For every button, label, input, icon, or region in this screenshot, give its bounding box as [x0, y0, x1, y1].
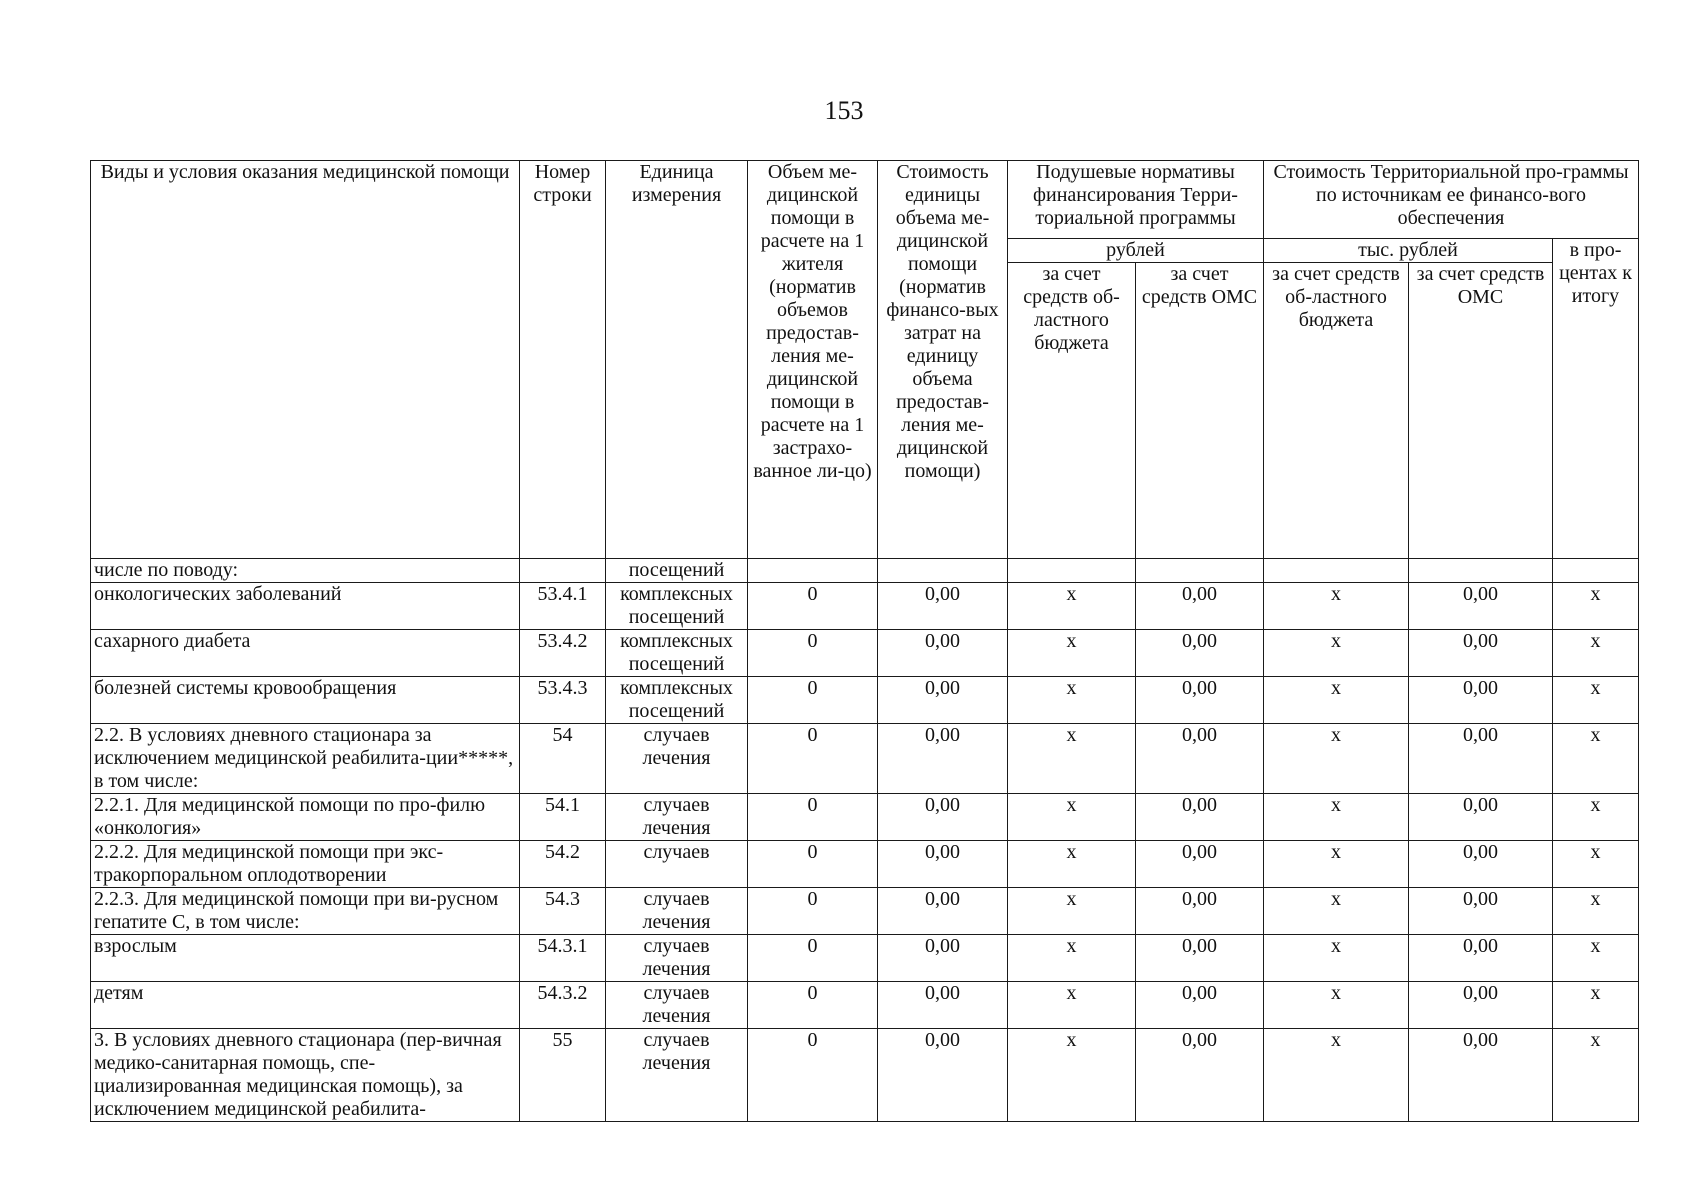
cell-total-budget: х: [1264, 888, 1409, 935]
cell-kind: 2.2.3. Для медицинской помощи при ви-русном гепатите С, в том числе:: [91, 888, 520, 935]
cell-cost: 0,00: [878, 935, 1008, 982]
cell-row-number: 53.4.1: [520, 583, 606, 630]
cell-total-oms: 0,00: [1409, 888, 1553, 935]
cell-cost: 0,00: [878, 724, 1008, 794]
cell-total-budget: [1264, 559, 1409, 583]
cell-unit: посещений: [606, 559, 748, 583]
cell-total-oms: 0,00: [1409, 630, 1553, 677]
cell-kind: взрослым: [91, 935, 520, 982]
cell-per-capita-budget: х: [1008, 677, 1136, 724]
cell-total-budget: х: [1264, 935, 1409, 982]
cell-total-oms: [1409, 559, 1553, 583]
cell-total-budget: х: [1264, 982, 1409, 1029]
cell-percent: х: [1553, 677, 1639, 724]
cell-volume: 0: [748, 888, 878, 935]
header-per-capita-group: Подушевые нормативы финансирования Терри-ториальной программы: [1008, 161, 1264, 239]
cell-row-number: 54.3.1: [520, 935, 606, 982]
cell-cost: 0,00: [878, 1029, 1008, 1122]
cell-per-capita-budget: х: [1008, 888, 1136, 935]
cell-total-oms: 0,00: [1409, 724, 1553, 794]
cell-per-capita-oms: 0,00: [1136, 724, 1264, 794]
cell-unit: случаев лечения: [606, 1029, 748, 1122]
table-row: [91, 841, 1639, 888]
cell-per-capita-oms: 0,00: [1136, 888, 1264, 935]
cell-kind: числе по поводу:: [91, 559, 520, 583]
cell-kind: 2.2.2. Для медицинской помощи при экс-тракорпоральном оплодотворении: [91, 841, 520, 888]
cell-row-number: 55: [520, 1029, 606, 1122]
header-total-budget: за счет средств об-ластного бюджета: [1264, 263, 1409, 559]
cell-unit: случаев лечения: [606, 724, 748, 794]
cell-total-oms: 0,00: [1409, 935, 1553, 982]
cell-row-number: 54.3.2: [520, 982, 606, 1029]
cell-kind: 3. В условиях дневного стационара (пер-вичная медико-санитарная помощь, спе-циализированная медицинская помощь), за исключением медицинской реабилита-: [91, 1029, 520, 1122]
cell-row-number: 53.4.2: [520, 630, 606, 677]
cell-kind: онкологических заболеваний: [91, 583, 520, 630]
cell-unit: комплексных посещений: [606, 677, 748, 724]
cell-per-capita-budget: х: [1008, 794, 1136, 841]
table-row: [91, 559, 1639, 583]
cell-volume: 0: [748, 982, 878, 1029]
table-row: [91, 677, 1639, 724]
table-row: [91, 630, 1639, 677]
cell-percent: х: [1553, 841, 1639, 888]
cell-unit: случаев лечения: [606, 982, 748, 1029]
cell-total-oms: 0,00: [1409, 677, 1553, 724]
cell-per-capita-budget: х: [1008, 583, 1136, 630]
cell-total-budget: х: [1264, 794, 1409, 841]
cell-percent: х: [1553, 794, 1639, 841]
cell-cost: 0,00: [878, 583, 1008, 630]
cell-volume: 0: [748, 630, 878, 677]
cell-cost: 0,00: [878, 841, 1008, 888]
table-body: [91, 559, 1639, 1122]
cell-per-capita-budget: х: [1008, 841, 1136, 888]
header-per-capita-budget: за счет средств об-ластного бюджета: [1008, 263, 1136, 559]
header-volume: Объем ме-дицинской помощи в расчете на 1 жителя (норматив объемов предостав-ления ме-дицинской помощи в расчете на 1 застрахо-ванное ли-цо): [748, 161, 878, 559]
cell-cost: 0,00: [878, 982, 1008, 1029]
cell-row-number: 54.1: [520, 794, 606, 841]
table-row: [91, 1029, 1639, 1122]
cell-per-capita-oms: 0,00: [1136, 677, 1264, 724]
header-unit-rubles: рублей: [1008, 239, 1264, 263]
page-number: 153: [824, 96, 864, 125]
cell-total-oms: 0,00: [1409, 794, 1553, 841]
table-row: [91, 888, 1639, 935]
table-row: [91, 724, 1639, 794]
cell-per-capita-budget: [1008, 559, 1136, 583]
cell-volume: 0: [748, 583, 878, 630]
cell-per-capita-budget: х: [1008, 935, 1136, 982]
cell-kind: 2.2. В условиях дневного стационара за исключением медицинской реабилита-ции*****, в том числе:: [91, 724, 520, 794]
cell-unit: комплексных посещений: [606, 583, 748, 630]
cell-per-capita-oms: 0,00: [1136, 630, 1264, 677]
cell-cost: 0,00: [878, 888, 1008, 935]
header-cost: Стоимость единицы объема ме-дицинской помощи (норматив финансо-вых затрат на единицу объема предостав-ления ме-дицинской помощи): [878, 161, 1008, 559]
cell-per-capita-budget: х: [1008, 724, 1136, 794]
cell-row-number: 54.2: [520, 841, 606, 888]
cell-volume: 0: [748, 1029, 878, 1122]
cell-kind: 2.2.1. Для медицинской помощи по про-филю «онкология»: [91, 794, 520, 841]
cell-percent: х: [1553, 982, 1639, 1029]
cell-cost: 0,00: [878, 794, 1008, 841]
cell-kind: детям: [91, 982, 520, 1029]
cell-per-capita-budget: х: [1008, 982, 1136, 1029]
cell-unit: случаев лечения: [606, 935, 748, 982]
cell-total-oms: 0,00: [1409, 841, 1553, 888]
header-percent: в про-центах к итогу: [1553, 239, 1639, 559]
cell-total-oms: 0,00: [1409, 583, 1553, 630]
cell-total-oms: 0,00: [1409, 1029, 1553, 1122]
cell-total-budget: х: [1264, 841, 1409, 888]
cell-unit: комплексных посещений: [606, 630, 748, 677]
header-row-number: Номер строки: [520, 161, 606, 559]
cell-percent: х: [1553, 1029, 1639, 1122]
cell-unit: случаев лечения: [606, 794, 748, 841]
cell-row-number: 54.3: [520, 888, 606, 935]
cell-total-oms: 0,00: [1409, 982, 1553, 1029]
cell-volume: 0: [748, 935, 878, 982]
header-unit: Единица измерения: [606, 161, 748, 559]
table-row: [91, 935, 1639, 982]
cell-percent: х: [1553, 935, 1639, 982]
header-total-oms: за счет средств ОМС: [1409, 263, 1553, 559]
table-row: [91, 794, 1639, 841]
cell-cost: 0,00: [878, 677, 1008, 724]
cell-per-capita-oms: 0,00: [1136, 935, 1264, 982]
header-kind: Виды и условия оказания медицинской помощи: [91, 161, 520, 559]
cell-per-capita-budget: х: [1008, 1029, 1136, 1122]
financing-table: [90, 160, 1639, 1122]
cell-total-budget: х: [1264, 630, 1409, 677]
cell-volume: 0: [748, 677, 878, 724]
cell-per-capita-oms: 0,00: [1136, 1029, 1264, 1122]
cell-total-budget: х: [1264, 724, 1409, 794]
cell-percent: х: [1553, 630, 1639, 677]
header-total-cost-group: Стоимость Территориальной про-граммы по источникам ее финансо-вого обеспечения: [1264, 161, 1639, 239]
cell-per-capita-oms: [1136, 559, 1264, 583]
cell-percent: х: [1553, 724, 1639, 794]
cell-volume: [748, 559, 878, 583]
cell-kind: болезней системы кровообращения: [91, 677, 520, 724]
header-unit-thousand-rubles: тыс. рублей: [1264, 239, 1553, 263]
table-row: [91, 583, 1639, 630]
cell-percent: [1553, 559, 1639, 583]
cell-per-capita-oms: 0,00: [1136, 583, 1264, 630]
cell-row-number: [520, 559, 606, 583]
header-per-capita-oms: за счет средств ОМС: [1136, 263, 1264, 559]
cell-per-capita-oms: 0,00: [1136, 982, 1264, 1029]
cell-volume: 0: [748, 841, 878, 888]
cell-total-budget: х: [1264, 583, 1409, 630]
cell-percent: х: [1553, 583, 1639, 630]
cell-kind: сахарного диабета: [91, 630, 520, 677]
cell-cost: [878, 559, 1008, 583]
cell-per-capita-budget: х: [1008, 630, 1136, 677]
cell-row-number: 53.4.3: [520, 677, 606, 724]
cell-cost: 0,00: [878, 630, 1008, 677]
cell-per-capita-oms: 0,00: [1136, 841, 1264, 888]
cell-unit: случаев лечения: [606, 888, 748, 935]
cell-row-number: 54: [520, 724, 606, 794]
cell-per-capita-oms: 0,00: [1136, 794, 1264, 841]
cell-volume: 0: [748, 794, 878, 841]
table-row: [91, 982, 1639, 1029]
cell-unit: случаев: [606, 841, 748, 888]
cell-total-budget: х: [1264, 1029, 1409, 1122]
cell-total-budget: х: [1264, 677, 1409, 724]
cell-percent: х: [1553, 888, 1639, 935]
cell-volume: 0: [748, 724, 878, 794]
